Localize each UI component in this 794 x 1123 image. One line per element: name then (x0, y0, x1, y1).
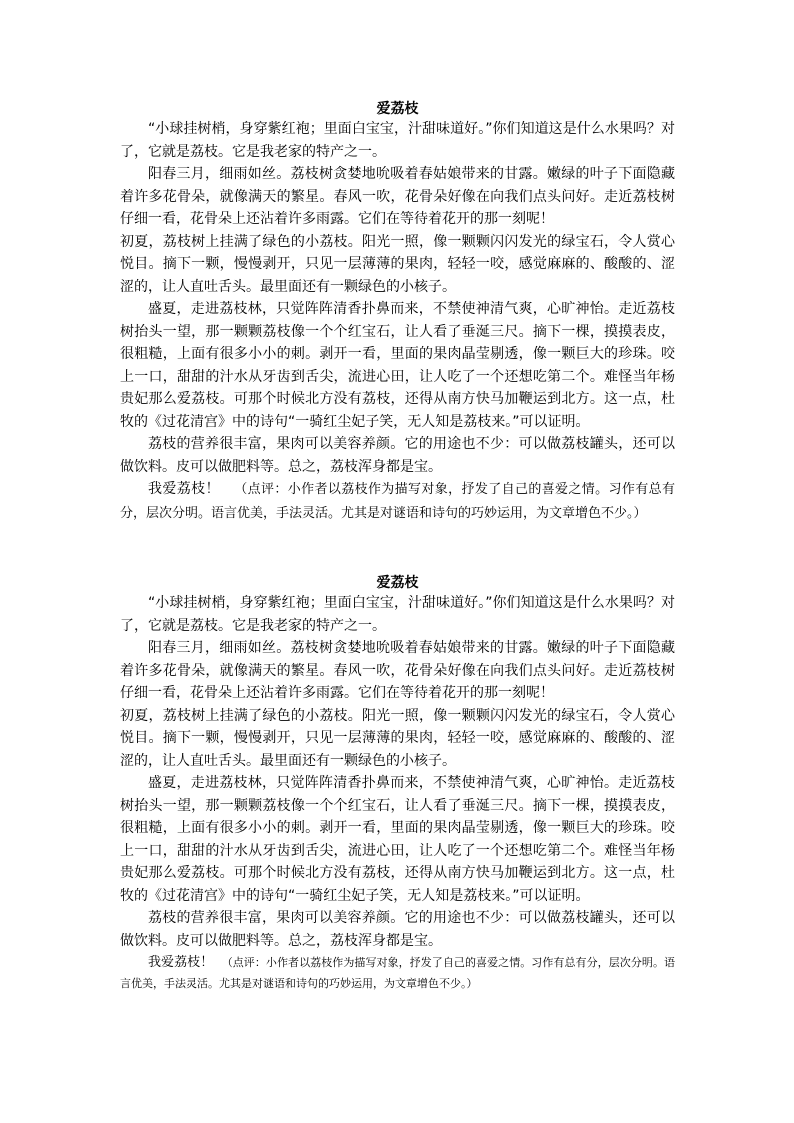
paragraph-riddle: “小球挂树梢，身穿紫红袍；里面白宝宝，汁甜味道好。”你们知道这是什么水果吗？对了，它就是荔枝。它是我老家的特产之一。 (120, 595, 675, 634)
paragraph-midsummer: 盛夏，走进荔枝林，只觉阵阵清香扑鼻而来，不禁使神清气爽，心旷神怡。走近荔枝树抬头一望，那一颗颗荔枝像一个个红宝石，让人看了垂涎三尺。摘下一棵，摸摸表皮，很粗糙，上面有很多小小的刺。剥开一看，里面的果肉晶莹剔透，像一颗巨大的珍珠。咬上一口，甜甜的汁水从牙齿到舌尖，流进心田，让人吃了一个还想吃第二个。难怪当年杨贵妃那么爱荔枝。可那个时候北方没有荔枝，还得从南方快马加鞭运到北方。这一点，杜牧的《过花清宫》中的诗句“一骑红尘妃子笑，无人知是荔枝来。”可以证明。 (120, 301, 675, 430)
closing-paragraph (120, 478, 675, 525)
paragraph-riddle: “小球挂树梢，身穿紫红袍；里面白宝宝，汁甜味道好。”你们知道这是什么水果吗？对了，它就是荔枝。它是我老家的特产之一。 (120, 121, 675, 160)
paragraph-nutrition: 荔枝的营养很丰富，果肉可以美容养颜。它的用途也不少：可以做荔枝罐头，还可以做饮料。皮可以做肥料等。总之，荔枝浑身都是宝。 (120, 910, 675, 949)
article-1 (120, 100, 675, 525)
article-title: 爱荔枝 (376, 101, 419, 117)
paragraph-spring: 阳春三月，细雨如丝。荔枝树贪婪地吮吸着春姑娘带来的甘露。嫩绿的叶子下面隐藏着许多花骨朵，就像满天的繁星。春风一吹，花骨朵好像在向我们点头问好。走近荔枝树仔细一看，花骨朵上还沾着许多雨露。它们在等待着花开的那一刻呢！ (120, 640, 675, 701)
article-2 (120, 574, 675, 994)
closing-line: 我爱荔枝！ (148, 955, 214, 970)
article-title: 爱荔枝 (376, 575, 419, 591)
paragraph-nutrition: 荔枝的营养很丰富，果肉可以美容养颜。它的用途也不少：可以做荔枝罐头，还可以做饮料。皮可以做肥料等。总之，荔枝浑身都是宝。 (120, 436, 675, 475)
paragraph-early-summer: 初夏，荔枝树上挂满了绿色的小荔枝。阳光一照，像一颗颗闪闪发光的绿宝石，令人赏心悦目。摘下一颗，慢慢剥开，只见一层薄薄的果肉，轻轻一咬，感觉麻麻的、酸酸的、涩涩的，让人直吐舌头。最里面还有一颗绿色的小核子。 (120, 707, 675, 769)
closing-paragraph (120, 952, 675, 994)
teacher-comment: （点评：小作者以荔枝作为描写对象，抒发了自己的喜爱之情。习作有总有分，层次分明。语言优美，手法灵活。尤其是对谜语和诗句的巧妙运用，为文章增色不少。） (120, 956, 675, 990)
paragraph-midsummer: 盛夏，走进荔枝林，只觉阵阵清香扑鼻而来，不禁使神清气爽，心旷神怡。走近荔枝树抬头一望，那一颗颗荔枝像一个个红宝石，让人看了垂涎三尺。摘下一棵，摸摸表皮，很粗糙，上面有很多小小的刺。剥开一看，里面的果肉晶莹剔透，像一颗巨大的珍珠。咬上一口，甜甜的汁水从牙齿到舌尖，流进心田，让人吃了一个还想吃第二个。难怪当年杨贵妃那么爱荔枝。可那个时候北方没有荔枝，还得从南方快马加鞭运到北方。这一点，杜牧的《过花清宫》中的诗句“一骑红尘妃子笑，无人知是荔枝来。”可以证明。 (120, 775, 675, 904)
paragraph-spring: 阳春三月，细雨如丝。荔枝树贪婪地吮吸着春姑娘带来的甘露。嫩绿的叶子下面隐藏着许多花骨朵，就像满天的繁星。春风一吹，花骨朵好像在向我们点头问好。走近荔枝树仔细一看，花骨朵上还沾着许多雨露。它们在等待着花开的那一刻呢！ (120, 166, 675, 227)
teacher-comment: （点评：小作者以荔枝作为描写对象，抒发了自己的喜爱之情。习作有总有分，层次分明。语言优美，手法灵活。尤其是对谜语和诗句的巧妙运用，为文章增色不少。） (120, 482, 675, 521)
paragraph-early-summer: 初夏，荔枝树上挂满了绿色的小荔枝。阳光一照，像一颗颗闪闪发光的绿宝石，令人赏心悦目。摘下一颗，慢慢剥开，只见一层薄薄的果肉，轻轻一咬，感觉麻麻的、酸酸的、涩涩的，让人直吐舌头。最里面还有一颗绿色的小核子。 (120, 233, 675, 295)
closing-line: 我爱荔枝！ (148, 481, 220, 497)
